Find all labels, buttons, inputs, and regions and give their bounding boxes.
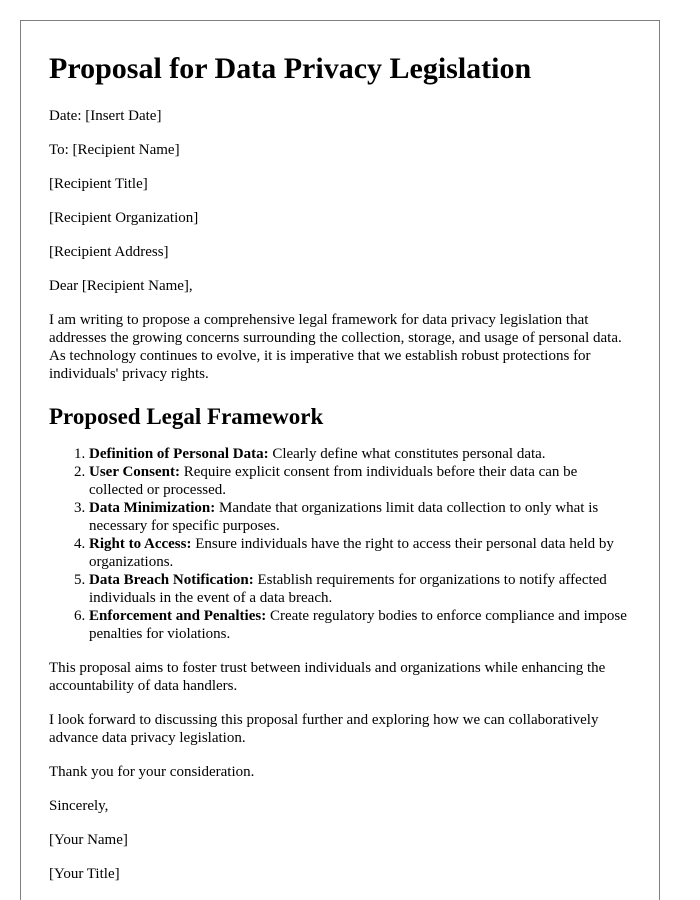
framework-term: Enforcement and Penalties: [89,608,267,624]
framework-item-personal-data [89,445,631,463]
letter-page [20,20,660,900]
framework-description: Mandate that organizations limit data collection to only what is necessary for specific purposes. [89,500,599,534]
framework-description: Require explicit consent from individuals before their data can be collected or processed. [89,464,578,498]
signer-title: [Your Title] [49,866,120,882]
framework-description: Ensure individuals have the right to access their personal data held by organizations. [89,536,614,570]
framework-item-user-consent [89,463,631,499]
document-title: Proposal for Data Privacy Legislation [49,52,532,85]
framework-heading: Proposed Legal Framework [49,404,324,429]
framework-list [49,445,631,643]
intro-paragraph: I am writing to propose a comprehensive legal framework for data privacy legislation that addresses the growing concerns surrounding the collection, storage, and usage of personal data. As technology continues to evolve, it is imperative that we establish robust protections for individuals' privacy rights. [49,312,622,382]
recipient-address-line: [Recipient Address] [49,244,169,260]
framework-term: Data Breach Notification: [89,572,254,588]
recipient-organization-line: [Recipient Organization] [49,210,199,226]
thanks-paragraph: Thank you for your consideration. [49,764,255,780]
framework-item-breach-notification [89,571,631,607]
framework-item-enforcement [89,607,631,643]
framework-term: Data Minimization: [89,500,216,516]
framework-term: Definition of Personal Data: [89,446,269,462]
recipient-name-line: To: [Recipient Name] [49,142,180,158]
look-forward-paragraph: I look forward to discussing this proposal further and exploring how we can collaboratively advance data privacy legislation. [49,712,599,746]
sign-off: Sincerely, [49,798,109,814]
framework-description: Establish requirements for organizations to notify affected individuals in the event of a data breach. [89,572,607,606]
framework-term: User Consent: [89,464,180,480]
signer-name: [Your Name] [49,832,128,848]
framework-description: Clearly define what constitutes personal data. [268,446,546,462]
salutation: Dear [Recipient Name], [49,278,193,294]
framework-term: Right to Access: [89,536,192,552]
framework-item-right-to-access [89,535,631,571]
aim-paragraph: This proposal aims to foster trust between individuals and organizations while enhancing the accountability of data handlers. [49,660,606,694]
framework-description: Create regulatory bodies to enforce compliance and impose penalties for violations. [89,608,627,642]
recipient-title-line: [Recipient Title] [49,176,148,192]
date-line: Date: [Insert Date] [49,108,162,124]
framework-item-data-minimization [89,499,631,535]
